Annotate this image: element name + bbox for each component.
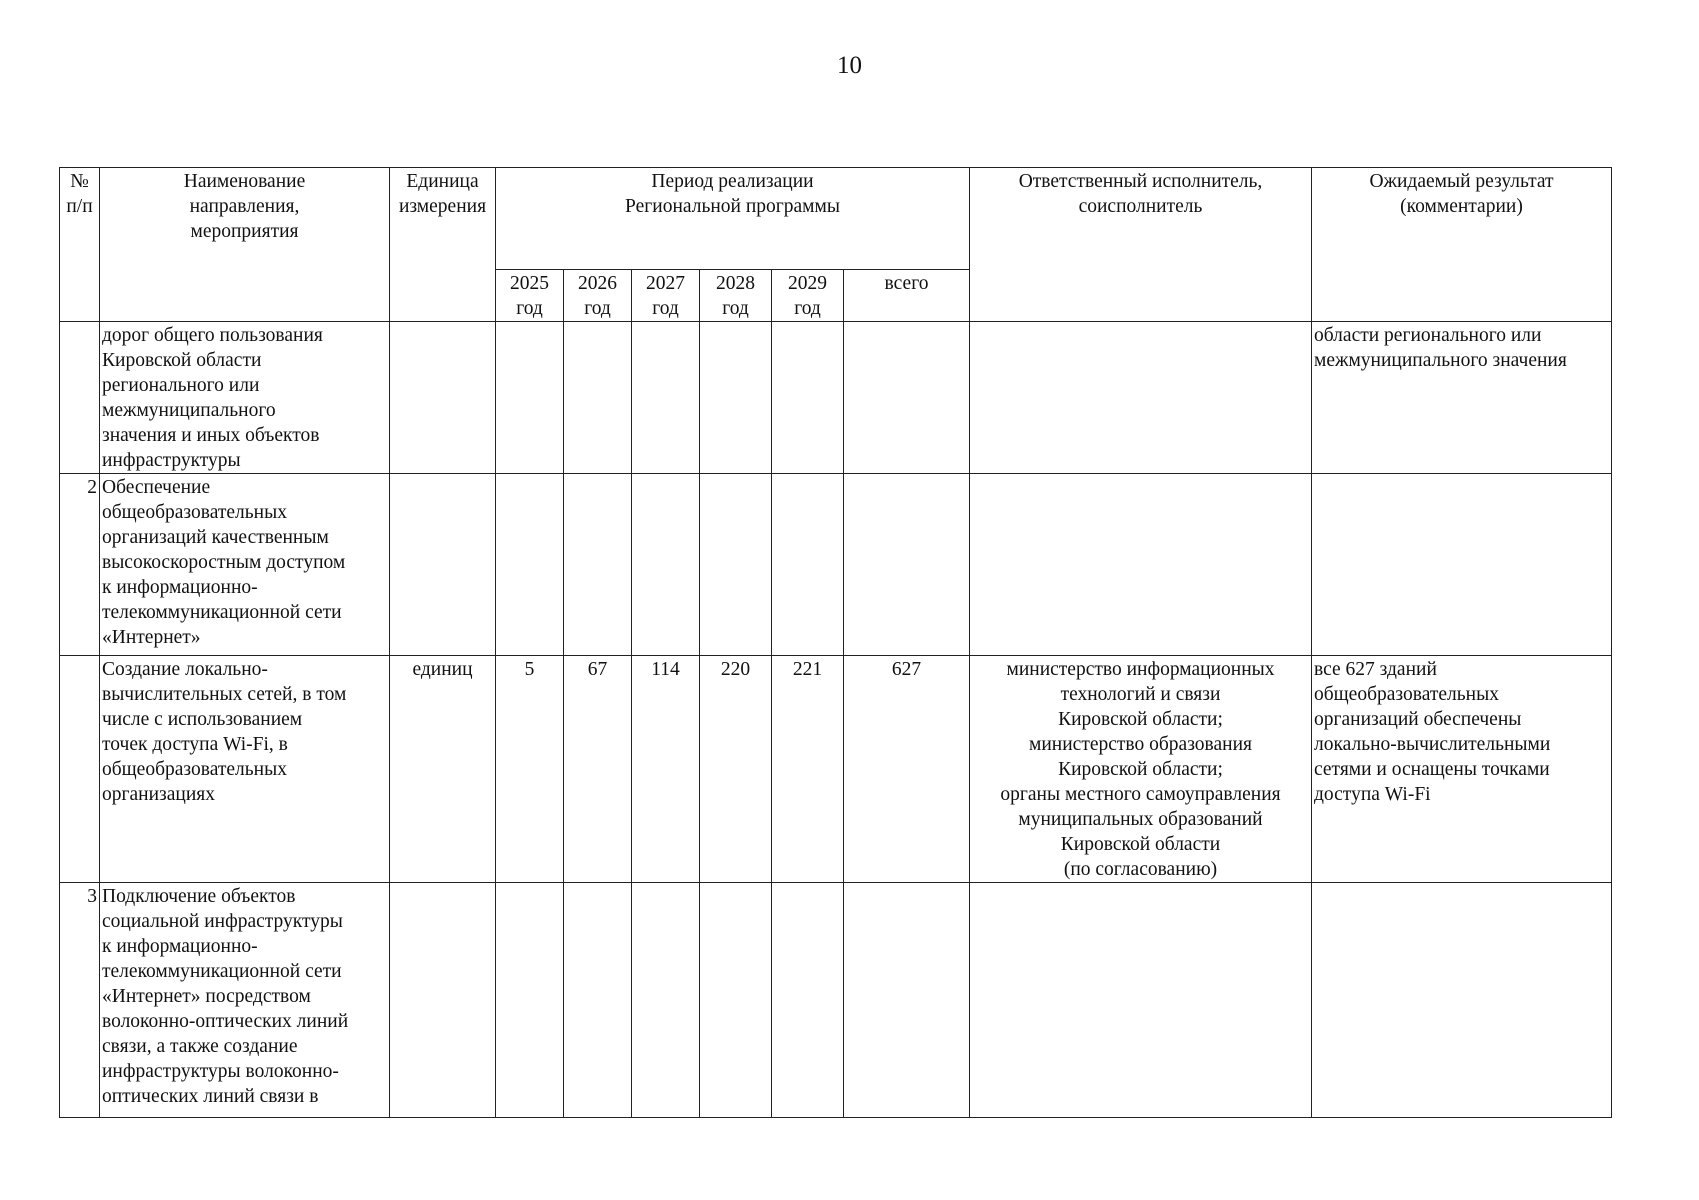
- row-name: Обеспечение общеобразовательных организаций качественным высокоскоростным доступом к информационно- телекоммуникационной сети «Интернет»: [100, 474, 390, 656]
- header-year-2027: 2027 год: [632, 270, 700, 322]
- row-value-2028: [700, 322, 772, 474]
- header-row: [60, 168, 1612, 270]
- row-value-2029: 221: [772, 656, 844, 883]
- row-value-2026: [564, 322, 632, 474]
- row-result: [1312, 883, 1612, 1118]
- row-responsible: [970, 322, 1312, 474]
- row-value-2028: [700, 474, 772, 656]
- row-value-2026: 67: [564, 656, 632, 883]
- header-year-2029: 2029 год: [772, 270, 844, 322]
- row-name: Создание локально- вычислительных сетей, в том числе с использованием точек доступа Wi-Fi, в общеобразовательных организациях: [100, 656, 390, 883]
- row-value-2026: [564, 883, 632, 1118]
- row-num: 2: [60, 474, 100, 656]
- row-value-2029: [772, 883, 844, 1118]
- row-responsible: министерство информационных технологий и связи Кировской области; министерство образования Кировской области; органы местного самоуправления муниципальных образований Кировской области (по согласованию): [970, 656, 1312, 883]
- row-value-2025: [496, 883, 564, 1118]
- row-unit: единиц: [390, 656, 496, 883]
- table-row: [60, 883, 1612, 1118]
- row-value-2028: [700, 883, 772, 1118]
- table-row: [60, 474, 1612, 656]
- page-number: 10: [837, 52, 862, 79]
- row-num: [60, 322, 100, 474]
- row-unit: [390, 322, 496, 474]
- header-year-2028: 2028 год: [700, 270, 772, 322]
- row-value-2029: [772, 322, 844, 474]
- row-value-total: [844, 322, 970, 474]
- row-value-total: [844, 474, 970, 656]
- table-row: [60, 322, 1612, 474]
- row-name: дорог общего пользования Кировской области регионального или межмуниципального значения и иных объектов инфраструктуры: [100, 322, 390, 474]
- header-year-2025: 2025 год: [496, 270, 564, 322]
- row-unit: [390, 883, 496, 1118]
- row-result: все 627 зданий общеобразовательных организаций обеспечены локально-вычислительными сетями и оснащены точками доступа Wi-Fi: [1312, 656, 1612, 883]
- row-value-2027: [632, 883, 700, 1118]
- header-year-2026: 2026 год: [564, 270, 632, 322]
- row-value-2027: [632, 474, 700, 656]
- header-total: всего: [844, 270, 970, 322]
- row-value-2025: [496, 474, 564, 656]
- row-value-total: [844, 883, 970, 1118]
- program-activities-table: [59, 167, 1612, 1118]
- row-num: 3: [60, 883, 100, 1118]
- table-row: [60, 656, 1612, 883]
- header-name: Наименование направления, мероприятия: [100, 168, 390, 322]
- row-result: области регионального или межмуниципального значения: [1312, 322, 1612, 474]
- header-period: Период реализации Региональной программы: [496, 168, 970, 270]
- row-value-2025: [496, 322, 564, 474]
- header-result: Ожидаемый результат (комментарии): [1312, 168, 1612, 322]
- header-responsible: Ответственный исполнитель, соисполнитель: [970, 168, 1312, 322]
- row-responsible: [970, 474, 1312, 656]
- row-value-2028: 220: [700, 656, 772, 883]
- row-value-2025: 5: [496, 656, 564, 883]
- header-num: № п/п: [60, 168, 100, 322]
- row-name: Подключение объектов социальной инфраструктуры к информационно- телекоммуникационной сети «Интернет» посредством волоконно-оптических линий связи, а также создание инфраструктуры волоконно- оптических линий связи в: [100, 883, 390, 1118]
- row-value-2027: [632, 322, 700, 474]
- header-unit: Единица измерения: [390, 168, 496, 322]
- row-responsible: [970, 883, 1312, 1118]
- row-value-2026: [564, 474, 632, 656]
- row-unit: [390, 474, 496, 656]
- row-num: [60, 656, 100, 883]
- row-value-total: 627: [844, 656, 970, 883]
- row-value-2029: [772, 474, 844, 656]
- row-result: [1312, 474, 1612, 656]
- row-value-2027: 114: [632, 656, 700, 883]
